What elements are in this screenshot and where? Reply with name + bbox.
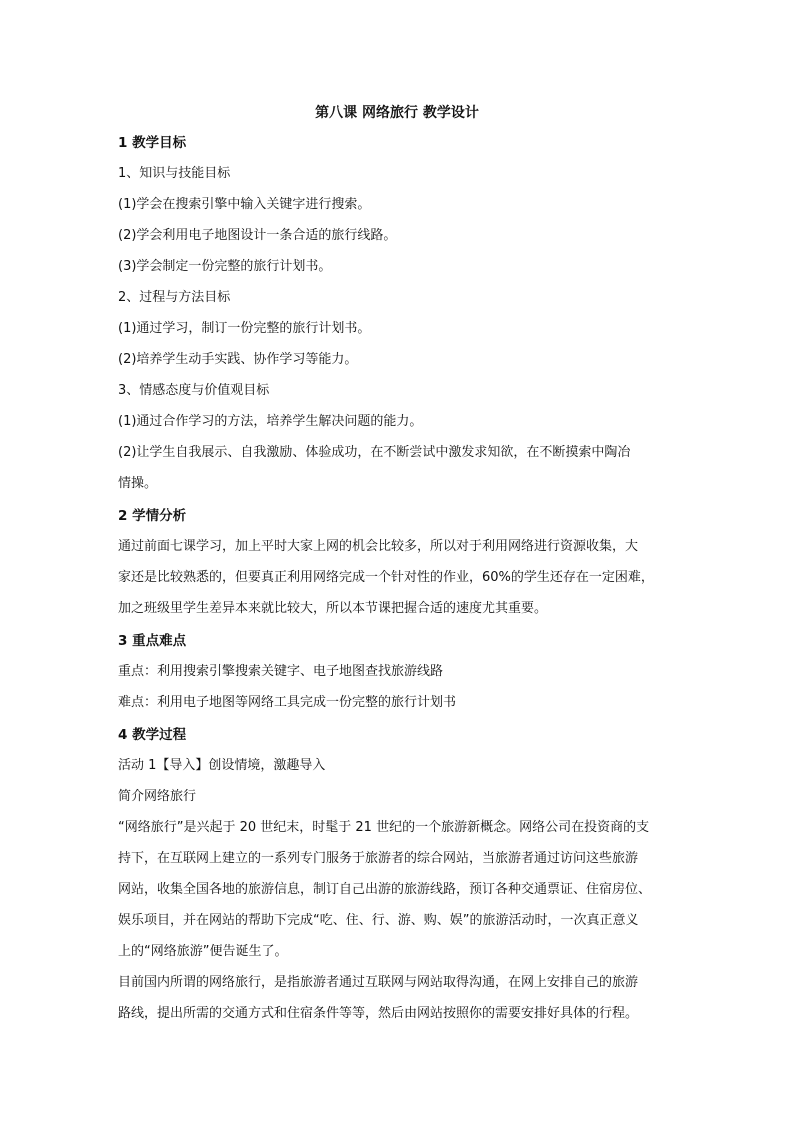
intro-label: 简介网络旅行 [118,789,197,804]
objective-item: (1)通过学习，制订一份完整的旅行计划书。 [118,321,371,336]
objective-item: (1)学会在搜索引擎中输入关键字进行搜索。 [118,197,371,212]
paragraph-line: 网站，收集全国各地的旅游信息，制订自己出游的旅游线路，预订各种交通票证、住宿房位、 [118,882,652,897]
difficulty-point: 难点：利用电子地图等网络工具完成一份完整的旅行计划书 [118,695,457,710]
objective-item: (2)学会利用电子地图设计一条合适的旅行线路。 [118,228,397,243]
subheading-knowledge-skills: 1、知识与技能目标 [118,166,231,181]
subheading-process-method: 2、过程与方法目标 [118,290,231,305]
paragraph-line: 通过前面七课学习，加上平时大家上网的机会比较多，所以对于利用网络进行资源收集，大 [118,539,639,554]
paragraph-line: 家还是比较熟悉的，但要真正利用网络完成一个针对性的作业，60%的学生还存在一定困难， [118,570,654,585]
paragraph-line: 目前国内所谓的网络旅行，是指旅游者通过互联网与网站取得沟通，在网上安排自己的旅游 [118,975,639,990]
subheading-emotion-values: 3、情感态度与价值观目标 [118,383,270,398]
objective-item: (3)学会制定一份完整的旅行计划书。 [118,259,332,274]
key-point: 重点：利用搜索引擎搜索关键字、电子地图查找旅游线路 [118,664,444,679]
paragraph-line: 上的“网络旅游”便告诞生了。 [118,944,288,959]
section-heading-key-points: 3 重点难点 [118,633,187,649]
section-heading-analysis: 2 学情分析 [118,508,187,524]
objective-item: (1)通过合作学习的方法，培养学生解决问题的能力。 [118,414,423,429]
objective-item: (2)让学生自我展示、自我激励、体验成功，在不断尝试中激发求知欲，在不断摸索中陶冶 [118,445,631,460]
paragraph-line: 路线，提出所需的交通方式和住宿条件等等，然后由网站按照你的需要安排好具体的行程。 [118,1006,639,1021]
document-page [118,0,676,1123]
paragraph-line: 持下，在互联网上建立的一系列专门服务于旅游者的综合网站，当旅游者通过访问这些旅游 [118,851,639,866]
paragraph-line: “网络旅行”是兴起于 20 世纪末，时髦于 21 世纪的一个旅游新概念。网络公司在投资商的支 [118,820,650,835]
document-title: 第八课 网络旅行 教学设计 [315,105,479,121]
section-heading-objectives: 1 教学目标 [118,135,187,151]
paragraph-line: 娱乐项目，并在网站的帮助下完成“吃、住、行、游、购、娱”的旅游活动时，一次真正意义 [118,913,639,928]
section-heading-process: 4 教学过程 [118,727,187,743]
paragraph-line: 加之班级里学生差异本来就比较大，所以本节课把握合适的速度尤其重要。 [118,601,548,616]
activity-title: 活动 1【导入】创设情境，激趣导入 [118,758,326,773]
objective-item: (2)培养学生动手实践、协作学习等能力。 [118,352,358,367]
objective-item-continuation: 情操。 [118,476,158,491]
